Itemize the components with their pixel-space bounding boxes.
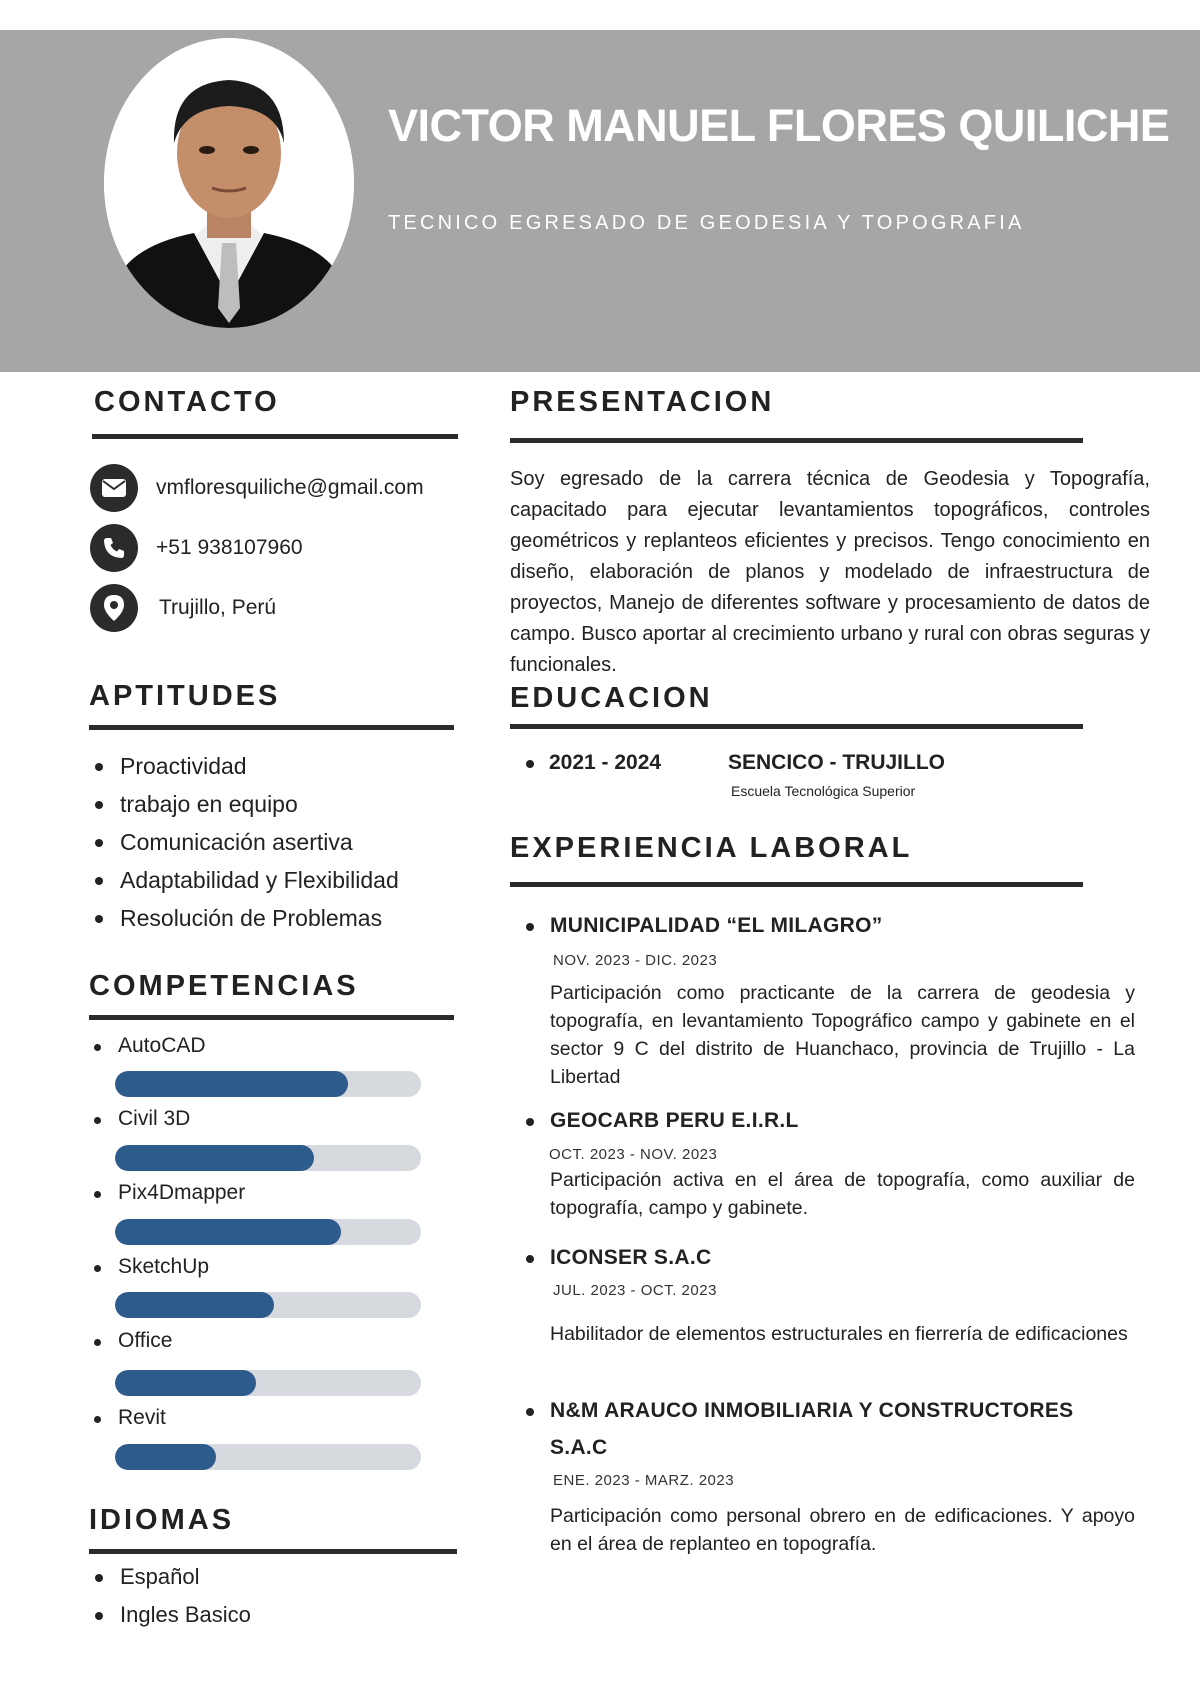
profile-photo [104, 38, 354, 328]
candidate-name: VICTOR MANUEL FLORES QUILICHE [388, 100, 1170, 151]
presentacion-title: PRESENTACION [510, 386, 775, 418]
education-institution: SENCICO - TRUJILLO [728, 751, 946, 774]
idiomas-title: IDIOMAS [89, 1504, 235, 1536]
skill-bar-fill [115, 1145, 314, 1171]
skill-bar-office [115, 1370, 421, 1396]
aptitudes-list [91, 750, 399, 940]
skill-label-civil3d: Civil 3D [90, 1107, 190, 1131]
list-item: Adaptabilidad y Flexibilidad [91, 864, 399, 902]
aptitudes-title: APTITUDES [89, 680, 281, 712]
candidate-subtitle: TECNICO EGRESADO DE GEODESIA Y TOPOGRAFIA [388, 212, 1025, 234]
skill-bar-autocad [115, 1071, 421, 1097]
job-company: GEOCARB PERU E.I.R.L [550, 1109, 799, 1132]
presentacion-text: Soy egresado de la carrera técnica de Geodesia y Topografía, capacitado para ejecutar levantamientos topográficos, controles geométricos y replanteos eficientes y precisos. Tengo conocimiento en diseño, elaboración de planos y modelado de infraestructura de proyectos, Manejo de diferentes software y procesamiento de datos de campo. Busco aportar al crecimiento urbano y rural con obras seguras y funcionales. [510, 468, 1150, 676]
skill-bar-fill [115, 1219, 341, 1245]
job-description: Participación como personal obrero en de edificaciones. Y apoyo en el área de replanteo en topografía. [550, 1505, 1135, 1555]
skill-bar-fill [115, 1444, 216, 1470]
job-bullet [526, 1118, 534, 1126]
skill-label-pix4dmapper: Pix4Dmapper [90, 1181, 245, 1205]
skill-label-autocad: AutoCAD [90, 1034, 206, 1058]
educacion-rule [510, 724, 1083, 729]
skill-label-sketchup: SketchUp [90, 1255, 209, 1279]
list-item: trabajo en equipo [91, 788, 399, 826]
skill-bar-civil3d [115, 1145, 421, 1171]
list-item: Ingles Basico [91, 1600, 251, 1638]
education-bullet [526, 760, 534, 768]
education-school: Escuela Tecnológica Superior [731, 783, 916, 799]
job-dates: ENE. 2023 - MARZ. 2023 [553, 1472, 735, 1489]
location-pin-icon [90, 584, 138, 632]
job-dates: NOV. 2023 - DIC. 2023 [553, 952, 718, 969]
job-company: ICONSER S.A.C [550, 1246, 712, 1269]
experiencia-rule [510, 882, 1083, 887]
contact-email[interactable]: vmfloresquiliche@gmail.com [156, 476, 424, 499]
skill-bar-fill [115, 1292, 274, 1318]
job-bullet [526, 923, 534, 931]
job-description: Participación activa en el área de topografía, como auxiliar de topografía, campo y gabinete. [550, 1169, 1135, 1219]
job-dates: OCT. 2023 - NOV. 2023 [549, 1146, 718, 1163]
job-description: Participación como practicante de la carrera de geodesia y topografía, en levantamiento Topográfico campo y gabinete en el sector 9 C del distrito de Huanchaco, provincia de Trujillo - La Libertad [550, 982, 1135, 1088]
educacion-title: EDUCACION [510, 682, 713, 714]
list-item: Resolución de Problemas [91, 902, 399, 940]
job-bullet [526, 1408, 534, 1416]
phone-icon [90, 524, 138, 572]
experiencia-title: EXPERIENCIA LABORAL [510, 832, 913, 864]
aptitudes-rule [89, 725, 454, 730]
job-dates: JUL. 2023 - OCT. 2023 [553, 1282, 717, 1299]
list-item: Español [91, 1562, 251, 1600]
list-item: Comunicación asertiva [91, 826, 399, 864]
skill-bar-fill [115, 1370, 256, 1396]
skill-bar-revit [115, 1444, 421, 1470]
email-icon [90, 464, 138, 512]
job-company-continued: S.A.C [550, 1436, 608, 1459]
skill-label-office: Office [90, 1329, 172, 1353]
skill-bar-fill [115, 1071, 348, 1097]
contact-email-row[interactable] [90, 464, 424, 512]
job-description: Habilitador de elementos estructurales en fierrería de edificaciones [550, 1323, 1128, 1345]
skill-bar-sketchup [115, 1292, 421, 1318]
contact-phone-row[interactable] [90, 524, 303, 572]
education-years: 2021 - 2024 [549, 751, 662, 774]
skill-label-revit: Revit [90, 1406, 166, 1430]
idiomas-rule [89, 1549, 457, 1554]
contact-location: Trujillo, Perú [159, 596, 277, 619]
contact-rule [92, 434, 458, 439]
contact-location-row [90, 584, 276, 632]
job-bullet [526, 1255, 534, 1263]
list-item: Proactividad [91, 750, 399, 788]
idiomas-list [91, 1562, 251, 1638]
job-company: N&M ARAUCO INMOBILIARIA Y CONSTRUCTORES [550, 1399, 1074, 1422]
contact-title: CONTACTO [94, 386, 280, 418]
skill-bar-pix4dmapper [115, 1219, 421, 1245]
presentacion-rule [510, 438, 1083, 443]
competencias-rule [89, 1015, 454, 1020]
contact-phone[interactable]: +51 938107960 [156, 536, 303, 559]
competencias-title: COMPETENCIAS [89, 970, 359, 1002]
job-company: MUNICIPALIDAD “EL MILAGRO” [550, 914, 883, 937]
